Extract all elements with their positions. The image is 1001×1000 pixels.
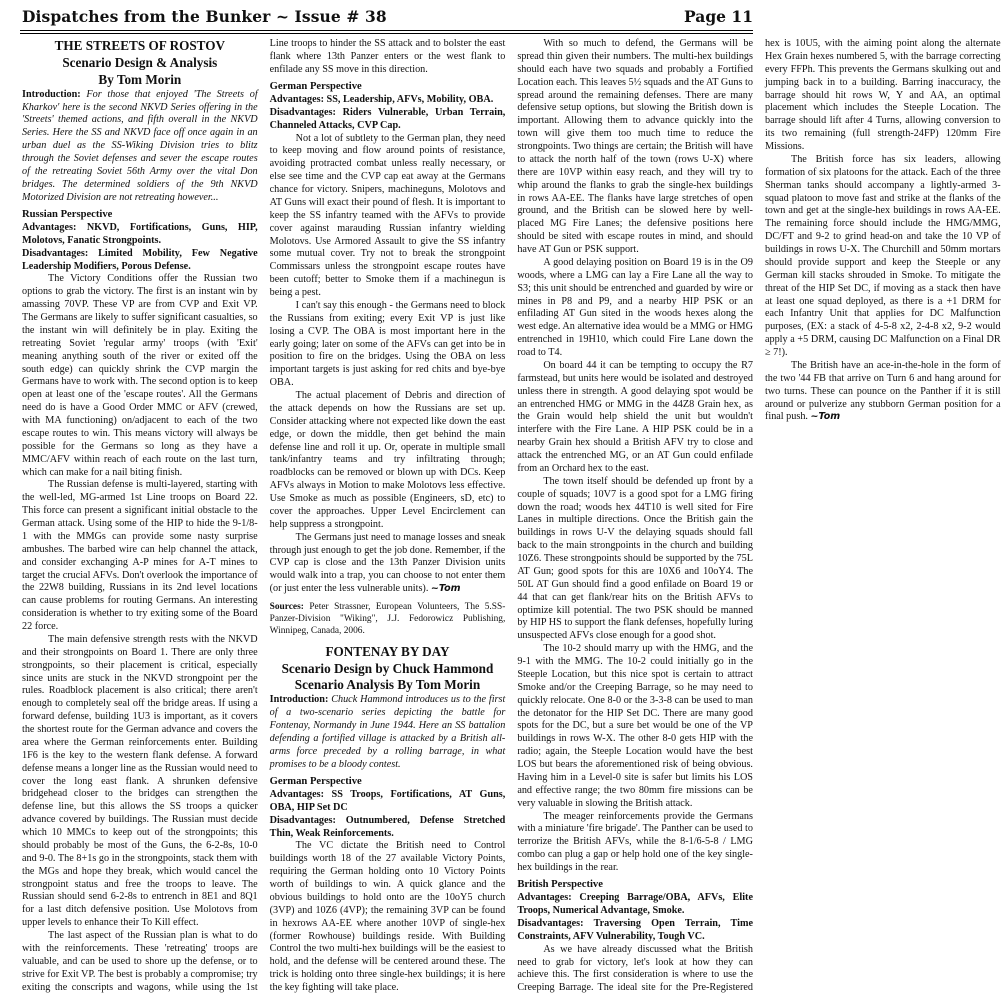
dis-label: Disadvantages: xyxy=(269,106,336,118)
rostov-russian-disadvantages xyxy=(22,248,258,274)
fontenay-british-paragraph: The British force has six leaders, allowing formation of six platoons for the attack. Each of the three Sherman tanks should accompany a lightly-armed 3-squad platoon to move fast and strike at the flanks of the town and get at the single-hex buildings in rows AA-EE. The remaining force should include the HMG/MMG, DC/FT and 9-2 to grind head-on and take the 10 VP of buildings in rows U-X. The Churchill and 50mm mortars should provide support and keep the Steeple or any German kill stacks shrouded in Smoke. To mitigate the threat of the HIP Set DC, if moving as a stack then have at least one squad deployed, as there is a +1 DRM for each Infantry Unit that applies for DC Malfunction purposes, (EX: a stack of 4-5-8 x2, 2-4-8 x2, 9-2 would apply a +5 DRM, causing DC Malfunction on a Final DR ≥ 7!). xyxy=(764,153,1001,358)
rostov-russian-paragraph: The Russian defense is multi-layered, starting with the well-led, MG-armed 1st Line troops on Board 22. This force can present a significant initial obstacle to the German attack. Using some of the HIP to hide the 9-1/8-1 with the MMGs can provide some nasty surprise ambushes. The barbed wire can help channel the attack, and consider exchanging A-P mines for A-T mines to target the crucial AFVs. Don't overlook the importance of the 22W8 building, Russians in its 2nd level locations can cause problems for routing Germans. An interesting consideration is whether to try exiting some of the Board 22 force. xyxy=(22,479,258,633)
rostov-german-paragraph: The actual placement of Debris and direction of the attack depends on how the Russians are set up. Consider attacking where not expected like down the east edge, or down the middle, then get behind the main defense line and roll it up. Or, operate in multiple small tank/infantry teams and try infiltrating through; roadblocks can be removed or blown up with DCs. Keep AFVs always in Motion to make Molotovs less effective. Use Smoke as much as possible (Engineers, sD, etc) to cover the approaches. Upper Level Encirclement can help suppress a strongpoint. xyxy=(269,390,506,530)
paragraph-text: The British have an ace-in-the-hole in the form of the two '44 FB that arrive on Turn 6 and hang around for two turns. These can pounce on the Panther if it is still around or pulverize any stubborn German position for a final push. xyxy=(764,359,1001,423)
fontenay-british-heading: British Perspective xyxy=(517,878,603,890)
adv-label: Advantages: xyxy=(269,93,324,105)
rostov-german-heading: German Perspective xyxy=(269,80,362,92)
rostov-german-advantages xyxy=(270,94,506,107)
rostov-intro xyxy=(22,89,258,205)
rostov-sources xyxy=(270,602,506,638)
fontenay-intro xyxy=(270,694,506,771)
rostov-russian-paragraph: The main defensive strength rests with the NKVD and their strongpoints on Board 1. There are only three strongpoints, so their placement is critical, especially since units are stuck in the NKVD strongpoint per the rules. Roadblock placement is also critical; there aren't enough to completely seal off the bridge areas. If using a forward defense, building 1U3 is important, as it covers the shortest route for the German advance and covers the area where the German reinforcements enter. Building 1F6 is the key to the western flank defense. A forward defense means a longer line as the Russian would need to cover the long east flank. A shrunken defensive bridgehead closer to the bridges can strengthen the defense line, but this allows the SS troops a quicker advance covered by buildings. The Russian must decide which 10 MMCs to keep out of the strongpoints; this should probably be most of the Guns, the 6-2-8s, 10-0 and 9-0. The 8+1s go in the strongpoints, stack them with the MGs and hope they break, which would cancel the strongpoint status and free the troops to leave. The Russian should send 6-2-8s to entrench in 8E1 and 8Q1 for a last ditch defensive position. Use Molotovs from upper levels to enhance their To Kill effect. xyxy=(22,633,258,929)
adv-text: SS Troops, Fortifications, AT Guns, OBA, HIP Set DC xyxy=(269,788,506,813)
fontenay-british-advantages xyxy=(517,892,753,918)
fontenay-british-paragraph xyxy=(765,360,1001,424)
fontenay-british-disadvantages xyxy=(517,918,753,944)
fontenay-german-paragraph: With so much to defend, the Germans will be spread thin given their numbers. The multi-hex buildings should each have two squads and probably a Fortified Location each. This leaves 5½ squads and the AT Guns to spread around the remaining defenses. There are many defensive setup options, but slowing the British down is important. Allowing them to advance quickly into the town will give them too much time to reduce the strongpoints. Two things are certain; the British will have to attack the north half of the town (rows U-X) where there are 10VP within easy reach, and they will try to whip around the flanks to grab the single-hex buildings in rows AA-EE. The flanks have large stretches of open ground, and the British can be slowed here by well-placed MG Fire Lanes; the defensive positions here should be sited with escape routes in mind, and should have AT Gun or PSK support. xyxy=(517,38,753,255)
adv-label: Advantages: xyxy=(269,788,324,800)
dis-text: Traversing Open Terrain, Time Constraints, AFV Vulnerability, Tough VC. xyxy=(517,917,753,942)
author-signature: ~Tom xyxy=(430,583,461,595)
sources-text: Peter Strassner, European Volunteers, The 5.SS-Panzer-Division "Wiking", J.J. Fedorowicz Publishing, Winnipeg, Canada, 2006. xyxy=(269,602,506,636)
page-number: Page 11 xyxy=(684,7,753,26)
adv-text: SS, Leadership, AFVs, Mobility, OBA. xyxy=(326,93,494,105)
dis-text: Outnumbered, Defense Stretched Thin, Weak Reinforcements. xyxy=(269,814,506,839)
rostov-russian-advantages xyxy=(22,222,258,248)
rostov-russian-paragraph: The Victory Conditions offer the Russian two options to grab the victory. The first is an instant win by amassing 70VP. These VP are from CVP and Exit VP. The Germans are likely to suffer significant casualties, so the instant win will definitely be in play. Exiting the retreating Soviet 'regular army' troops (with 'Exit' meaning anything south of the river or exited off the south edge) can quickly shrink the CVP margin the Germans have to work with. The second option is to keep open at least one of the 'escape routes'. All the Germans need do is have a Good Order MMC or AFV (crewed, with MA functioning) on/adjacent to each of the two escape routes to win. This means victory will always be possible for the Germans so long as they have a MMC/AFV within reach of each route on the last turn, which can make for a nail biting finish. xyxy=(22,273,258,478)
fontenay-title: FONTENAY BY DAY xyxy=(325,643,450,659)
newsletter-title: Dispatches from the Bunker ~ Issue # 38 xyxy=(22,7,387,26)
fontenay-german-paragraph: A good delaying position on Board 19 is in the O9 woods, where a LMG can lay a Fire Lane all the way to S3; this unit should be entrenched and guarded by wire or mines in P8 and P9, and a nearby HIP PSK or an enfilading AT Gun sited in the woods hexes along the west edge. An alternative idea would be a MMG or HMG entrenched in 19H10, which could Fire Lane down the road to T4. xyxy=(517,256,753,358)
article-columns xyxy=(22,38,1001,1000)
fontenay-german-paragraph: The meager reinforcements provide the Germans with a miniature 'fire brigade'. The Panther can be used to terrorize the British AFVs, while the 8-1/6-5-8 / LMG combo can plug a gap or help hold one of the key single-hex buildings in the rear. xyxy=(517,810,753,873)
fontenay-intro-text: Chuck Hammond introduces us to the first of a two-scenario series depicting the battle for Fontenay, Normandy in June 1944. Here an SS battalion defending a fortified village is attacked by a British all-arms force preceded by a rolling barrage, in what promises to be a bloody contest. xyxy=(269,694,506,770)
rostov-german-disadvantages xyxy=(270,107,506,133)
fontenay-german-paragraph: On board 44 it can be tempting to occupy the R7 farmstead, but units here would be isolated and destroyed unless there in strength. A good delaying spot would be an entrenched HMG or MMG in the 44Z8 Grain hex, as the Grain would help shield the unit but wouldn't interfere with the Fire Lane. A HIP PSK could be in a nearby Grain hex should a British AFV try to close and attack the entrenched MG, or an AT Gun could enfilade from an Orchard hex to the east. xyxy=(517,359,753,474)
rostov-german-paragraph: I can't say this enough - the Germans need to block the Russians from exiting; every Exit VP is just like losing a CVP. The OBA is most important here in the early going; later on some of the AFVs can get into be in position to fire on the bridges. Using the OBA on less important targets is just asking for red chits and bye-bye OBA. xyxy=(269,299,506,389)
rostov-byline: By Tom Morin xyxy=(98,71,182,87)
header-rule-top xyxy=(20,30,753,31)
fontenay-german-heading: German Perspective xyxy=(269,775,362,787)
rostov-german-paragraph xyxy=(270,532,506,596)
fontenay-design-credit: Scenario Design by Chuck Hammond xyxy=(281,660,494,676)
adv-text: Creeping Barrage/OBA, AFVs, Elite Troops, Numerical Advantage, Smoke. xyxy=(517,892,753,917)
fontenay-german-paragraph: The VC dictate the British need to Control buildings worth 18 of the 27 available Victory Points, requiring the German holding onto 10 Victory Points worth of buildings to win. A quick glance and the obvious buildings to hold onto are the 10oY5 church (3VP) and 10Z6 (4VP); the remaining 3VP can be found in hexrows AA-EE where another 10VP of single-hex (former Rowhouse) buildings reside. With Building Control the two multi-hex buildings will be the easiest to hold, and the defense will be centered around these. The trick is holding onto three single-hex buildings; it is here the key fighting will take place. xyxy=(269,840,506,994)
rostov-title: THE STREETS OF ROSTOV xyxy=(54,38,226,53)
dis-text: Limited Mobility, Few Negative Leadership Modifiers, Porous Defense. xyxy=(22,247,258,272)
rostov-german-paragraph: Not a lot of subtlety to the German plan, they need to keep moving and flow around points of resistance, avoiding protracted combat unless really necessary, or else see time and the CVP cap eat away at the Germans chance for victory. Snipers, machineguns, Molotovs and AT Guns will exact their pound of flesh. It is important to keep the SS infantry teamed with the AFVs to provide cover against marauding Russian infantry wielding Molotovs. Use Armored Assault to give the SS infantry some mutual cover. Try not to break the strongpoint Commissars unless the strongpoint escape routes have been cutoff; better to Smoke them if a machinegun is being a pest. xyxy=(269,132,506,299)
fontenay-analysis-credit: Scenario Analysis By Tom Morin xyxy=(294,677,481,693)
adv-text: NKVD, Fortifications, Guns, HIP, Molotovs, Fanatic Strongpoints. xyxy=(22,221,258,246)
dis-label: Disadvantages: xyxy=(269,814,336,826)
fontenay-german-disadvantages xyxy=(270,815,506,841)
adv-label: Advantages: xyxy=(22,221,77,233)
page-header xyxy=(0,0,773,30)
rostov-russian-heading: Russian Perspective xyxy=(22,208,113,220)
adv-label: Advantages: xyxy=(517,892,572,904)
fontenay-british-paragraph: As we have already discussed what the British need to grab for victory, let's look at how they can achieve this. The first consideration is where to use the Creeping Barrage. The ideal site for the Pre-Registered hex is 10U5, with the aiming point along the alternate Hex Grain hexes numbered 5, with the barrage correcting every FFPh. This prevents the Germans skulking out and jumping back in to a building. Barring inaccuracy, the barrage should hit rows W, Y and AA, an optimal placement which includes the Steeple Location. The barrage should lift after 4 Turns, allowing conversion to its two remaining (full strength-24FP) 120mm Fire Missions. xyxy=(517,38,1001,994)
header-rule-bottom xyxy=(20,33,753,34)
fontenay-intro-label: Introduction: xyxy=(269,694,329,706)
fontenay-german-paragraph: The 10-2 should marry up with the HMG, and the 9-1 with the MMG. The 10-2 could initially go in the Steeple Location, but this nice spot is certain to attract Smoke and/or the Creeping Barrage, so he may need to quickly relocate. One 8-0 or the 3-3-8 can be used to man the detonator for the HIP Set DC. There are many good spots for the DC, but a sure bet would be one of the VP buildings in rows W-X. The other 8-0 gets HIP with the radio; again, the Steeple Location would have the best LOS but bears the aforementioned risk of being obvious. Having him in a Level-0 site is safer but limits his LOS and effective range; the two 80mm fire missions can be very valuable in slowing the British attack. xyxy=(517,643,753,809)
dis-label: Disadvantages: xyxy=(517,917,584,929)
rostov-russian-paragraph: The last aspect of the Russian plan is what to do with the reinforcements. These 'retreating' troops are valuable, and can be used to shore up the defense, or to strive for Exit VP. The best is probably a compromise; try exiting the conscripts and wagons, while using the 1st Line troops to hinder the SS attack and to bolster the east flank where 13th Panzer enters or the west flank to enfilade any SS move in this direction. xyxy=(22,38,506,993)
rostov-subtitle: Scenario Design & Analysis xyxy=(62,54,218,70)
rostov-intro-label: Introduction: xyxy=(22,88,81,100)
paragraph-text: The Germans just need to manage losses and sneak through just enough to get the job done. Remember, if the CVP cap is close and the 13th Panzer Division units would walk into a trap, you can choose to not enter them (or just enter the less vulnerable units). xyxy=(269,531,506,595)
rostov-intro-text: For those that enjoyed 'The Streets of Kharkov' here is the second NKVD Series offering in the 'Streets' themed actions, and fifth overall in the NKVD Series. Here the SS and NKVD face off once again in an urban duel as the SS-Wiking Division tries to blitz through the Soviet defenses and sever the escape routes of the retreating Soviet 56th Army over the vital Don bridges. The determined soldiers of the 9th NKVD Motorized Division are not retreating however... xyxy=(22,88,258,203)
fontenay-german-paragraph: The town itself should be defended up front by a couple of squads; 10V7 is a good spot for a LMG firing down the road; woods hex 44T10 is well sited for Fire Lanes in multiple directions. Once the British gain the buildings in rows U-V the delaying squads should fall back to the main strongpoints in the church and building 10Z6. These strongpoints should be supported by the 75L AT Gun; good spots for this are 10X6 and 10oY4. The 50L AT Gun should find a good enfilade on Board 19 or 44 that can get flank/rear hits on the British AFVs to optimize kill potential. The two PSK should be manned by HIP HS to support the flank defenses, hopefully luring unsuspected AFVs close enough for a good shot. xyxy=(517,475,753,642)
author-signature: ~Tom xyxy=(810,411,841,423)
fontenay-german-advantages xyxy=(270,789,506,815)
dis-text: Riders Vulnerable, Urban Terrain, Channeled Attacks, CVP Cap. xyxy=(269,106,506,131)
dis-label: Disadvantages: xyxy=(22,247,89,259)
sources-label: Sources: xyxy=(269,602,304,613)
